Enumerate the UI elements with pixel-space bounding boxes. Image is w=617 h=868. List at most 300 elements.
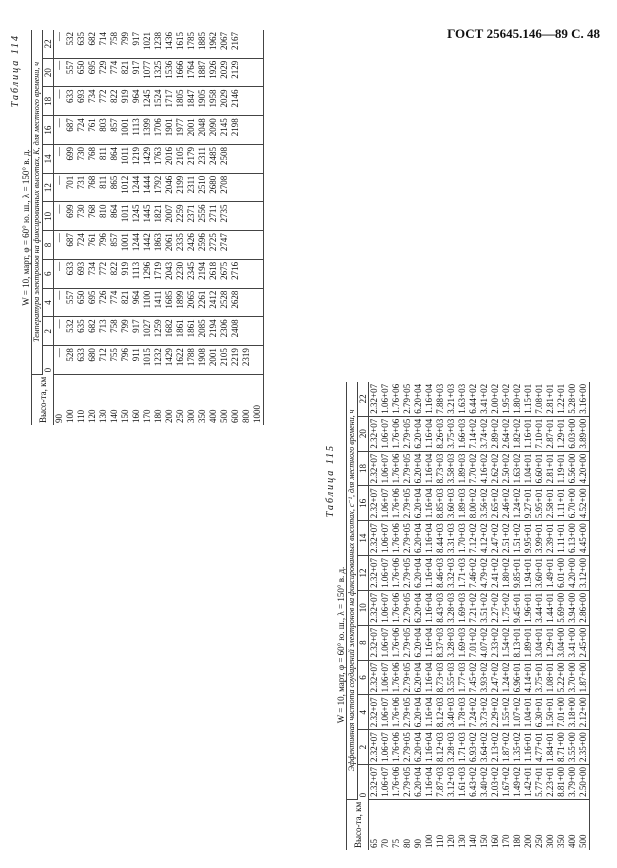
value-cell: 1.22+01	[556, 382, 567, 416]
value-cell: 3.51+02	[479, 590, 490, 625]
height-cell: 160	[490, 834, 500, 848]
value-cell: 964	[131, 288, 142, 317]
value-cell: 3.60+01	[534, 556, 545, 591]
value-cell: 2556	[197, 202, 208, 231]
value-cell: 1.16+04	[424, 451, 435, 486]
value-cell: 822	[109, 87, 120, 116]
value-cell: 2.65+02	[490, 486, 501, 521]
data-table	[31, 30, 264, 425]
value-cell: 4.07+02	[479, 625, 490, 660]
value-cell: 2046	[164, 173, 175, 202]
value-cell: 2.79+05	[402, 486, 413, 521]
value-cell: 2029	[219, 87, 230, 116]
value-cell: 1615	[175, 30, 186, 58]
value-cell: 821	[120, 288, 131, 317]
value-cell: 3.31+03	[446, 521, 457, 556]
table-row	[380, 382, 391, 850]
value-cell: 8.12+03	[435, 730, 446, 765]
value-cell: 2.13+02	[490, 730, 501, 765]
value-cell: 2146	[230, 87, 241, 116]
value-cell: 3.41+00	[567, 625, 578, 660]
value-cell: 2716	[230, 259, 241, 288]
value-cell: 1.82+02	[512, 416, 523, 451]
value-cell: 730	[76, 202, 87, 231]
value-cell: 3.04+01	[534, 625, 545, 660]
height-cell: 90	[413, 839, 423, 848]
value-cell: 3.56+02	[479, 486, 490, 521]
hour-header: 4	[358, 695, 369, 730]
value-cell: 2.39+01	[545, 521, 556, 556]
table-row	[186, 30, 197, 425]
value-cell: 1.71+03	[457, 730, 468, 765]
value-cell: 1.06+07	[380, 625, 391, 660]
value-cell: 8.43+03	[435, 590, 446, 625]
height-cell: 170	[142, 409, 152, 423]
data-table	[346, 382, 590, 850]
hour-header: 8	[43, 231, 54, 260]
value-cell	[252, 317, 264, 346]
height-cell: 110	[435, 834, 445, 848]
value-cell: 821	[120, 58, 131, 87]
value-cell: 1524	[153, 87, 164, 116]
value-cell: 1.11+01	[556, 521, 567, 556]
value-cell: 3.41+02	[479, 382, 490, 416]
value-cell: 1.06+07	[380, 765, 391, 800]
value-cell: 1.76+06	[391, 660, 402, 695]
value-cell: 1887	[197, 58, 208, 87]
value-cell: 1.87+02	[501, 730, 512, 765]
hour-header: 20	[358, 416, 369, 451]
value-cell: 1685	[164, 288, 175, 317]
value-cell	[252, 231, 264, 260]
value-cell	[252, 288, 264, 317]
value-cell: 1.63+02	[512, 451, 523, 486]
value-cell: 724	[76, 116, 87, 145]
value-cell: 1325	[153, 58, 164, 87]
value-cell: 1.49+02	[512, 765, 523, 800]
value-cell: 6.93+02	[468, 730, 479, 765]
value-cell: 2.32+07	[369, 556, 381, 591]
table-row	[230, 30, 241, 425]
value-cell: 635	[76, 317, 87, 346]
value-cell: 687	[65, 116, 76, 145]
value-cell: 1.76+06	[391, 765, 402, 800]
value-cell: 1.76+06	[391, 451, 402, 486]
table-row	[413, 382, 424, 850]
value-cell: 799	[120, 317, 131, 346]
value-cell: 8.46+03	[435, 556, 446, 591]
value-cell	[241, 202, 252, 231]
value-cell: 532	[65, 30, 76, 58]
value-cell: 2.81+01	[545, 382, 556, 416]
value-cell: 1012	[120, 173, 131, 202]
value-cell: 1001	[120, 116, 131, 145]
value-cell: 4.16+02	[479, 451, 490, 486]
value-cell	[252, 346, 264, 375]
value-cell	[241, 259, 252, 288]
height-cell: 100	[424, 834, 434, 848]
value-cell: 758	[109, 30, 120, 58]
value-cell: 7.24+02	[468, 695, 479, 730]
value-cell: 1444	[142, 173, 153, 202]
value-cell	[252, 30, 264, 58]
value-cell: 1.06+07	[380, 486, 391, 521]
value-cell: 6.20+04	[413, 730, 424, 765]
value-cell: —	[54, 58, 66, 87]
value-cell: 1.16+01	[523, 416, 534, 451]
value-cell: 2708	[219, 173, 230, 202]
table-row	[175, 30, 186, 425]
value-cell: 2001	[208, 346, 219, 375]
value-cell: 1.06+07	[380, 730, 391, 765]
value-cell: 1.06+07	[380, 416, 391, 451]
value-cell: 2.33+02	[490, 625, 501, 660]
value-cell: 774	[109, 288, 120, 317]
value-cell: 9.95+01	[523, 521, 534, 556]
value-cell: 1436	[164, 30, 175, 58]
value-cell: 2.32+07	[369, 416, 381, 451]
value-cell: 1429	[164, 346, 175, 375]
value-cell: 726	[98, 288, 109, 317]
height-cell: 350	[197, 409, 207, 423]
value-cell: 1719	[153, 259, 164, 288]
value-cell: 729	[98, 58, 109, 87]
hour-header: 2	[358, 730, 369, 765]
value-cell: 1429	[142, 144, 153, 173]
hour-header: 6	[358, 660, 369, 695]
value-cell: 8.37+03	[435, 625, 446, 660]
value-cell	[241, 87, 252, 116]
value-cell: 650	[76, 288, 87, 317]
value-cell: 2.86+00	[578, 590, 590, 625]
height-cell: 100	[65, 409, 75, 423]
value-cell: 768	[87, 144, 98, 173]
height-cell: 600	[230, 409, 240, 423]
height-cell: 160	[131, 409, 141, 423]
value-cell: 2311	[197, 144, 208, 173]
value-cell: 4.14+01	[523, 660, 534, 695]
value-cell: 1027	[142, 317, 153, 346]
table-row	[402, 382, 413, 850]
value-cell: 919	[120, 87, 131, 116]
value-cell: 1.06+07	[380, 590, 391, 625]
value-cell: 6.44+02	[468, 382, 479, 416]
value-cell	[252, 259, 264, 288]
value-cell: 633	[65, 87, 76, 116]
value-cell: 1.19+01	[556, 451, 567, 486]
value-cell: 7.10+01	[534, 416, 545, 451]
value-cell: 699	[65, 202, 76, 231]
value-cell: 6.13+00	[567, 521, 578, 556]
height-header: Высо-та, км	[347, 799, 369, 850]
value-cell: 2.27+02	[490, 590, 501, 625]
value-cell: 6.20+04	[413, 590, 424, 625]
value-cell: 2.79+05	[402, 730, 413, 765]
height-cell: 180	[512, 834, 522, 848]
value-cell: 3.28+03	[446, 625, 457, 660]
table-row	[545, 382, 556, 850]
value-cell: 772	[98, 87, 109, 116]
value-cell: 1863	[153, 231, 164, 260]
value-cell: 557	[65, 58, 76, 87]
value-cell	[241, 58, 252, 87]
value-cell: 2.50+02	[501, 451, 512, 486]
height-cell: 250	[534, 834, 544, 848]
table-row	[501, 382, 512, 850]
value-cell	[241, 116, 252, 145]
hour-header: 4	[43, 288, 54, 317]
value-cell: 2.79+05	[402, 625, 413, 660]
value-cell: 3.58+03	[446, 451, 457, 486]
value-cell: 2048	[197, 116, 208, 145]
value-cell: 2.47+02	[490, 521, 501, 556]
value-cell: 1219	[131, 144, 142, 173]
value-cell: 7.70+02	[468, 451, 479, 486]
value-cell: 1.16+04	[424, 521, 435, 556]
value-cell: 2.32+07	[369, 660, 381, 695]
value-cell: 1.16+04	[424, 590, 435, 625]
value-cell: 701	[65, 173, 76, 202]
value-cell: 682	[87, 30, 98, 58]
value-cell: 1.63+03	[457, 382, 468, 416]
value-cell: 4.77+01	[534, 730, 545, 765]
value-cell: 1.70+03	[457, 521, 468, 556]
value-cell: 1.16+04	[424, 416, 435, 451]
value-cell: 7.12+02	[468, 521, 479, 556]
value-cell: 2408	[230, 317, 241, 346]
table-row	[512, 382, 523, 850]
value-cell: 811	[98, 173, 109, 202]
value-cell: 1011	[120, 144, 131, 173]
table-row	[556, 382, 567, 850]
value-cell: 810	[98, 202, 109, 231]
value-cell: 1.76+06	[391, 695, 402, 730]
value-cell: 1821	[153, 202, 164, 231]
value-cell: 2.23+01	[545, 765, 556, 800]
value-cell: 4.45+00	[578, 521, 590, 556]
value-cell: 1021	[142, 30, 153, 58]
value-cell: 7.08+01	[534, 382, 545, 416]
value-cell: 864	[109, 202, 120, 231]
value-cell: 1015	[142, 346, 153, 375]
value-cell: 699	[65, 144, 76, 173]
value-cell: 633	[65, 259, 76, 288]
value-cell: 1.76+06	[391, 486, 402, 521]
value-cell: 2.79+05	[402, 765, 413, 800]
height-cell: 500	[219, 409, 229, 423]
value-cell: 2371	[186, 202, 197, 231]
value-cell: 2335	[175, 231, 186, 260]
value-cell: 1.71+03	[457, 556, 468, 591]
value-cell: 1245	[142, 87, 153, 116]
height-cell: 500	[578, 799, 590, 850]
value-cell: 2.79+05	[402, 695, 413, 730]
value-cell: 1445	[142, 202, 153, 231]
value-cell: 1113	[131, 259, 142, 288]
value-cell: 1682	[164, 317, 175, 346]
value-cell: 3.40+03	[446, 695, 457, 730]
value-cell: 917	[131, 317, 142, 346]
table-row	[424, 382, 435, 850]
value-cell: 8.26+03	[435, 416, 446, 451]
value-cell: 7.46+02	[468, 556, 479, 591]
value-cell: 695	[87, 58, 98, 87]
value-cell: 2145	[219, 116, 230, 145]
value-cell: 1.84+01	[545, 730, 556, 765]
value-cell: 1.76+06	[391, 521, 402, 556]
value-cell: 1.77+03	[457, 660, 468, 695]
table-row	[219, 30, 230, 425]
value-cell: 7.21+02	[468, 590, 479, 625]
value-cell: 3.55+03	[446, 660, 457, 695]
table-label: Таблица 115	[325, 444, 336, 518]
value-cell: —	[54, 144, 66, 173]
value-cell: 1.76+06	[391, 625, 402, 660]
value-cell: 6.20+04	[413, 660, 424, 695]
value-cell: —	[54, 116, 66, 145]
value-cell: 1.78+03	[457, 695, 468, 730]
value-cell: 693	[76, 259, 87, 288]
value-cell	[230, 231, 241, 260]
height-cell: 400	[567, 834, 577, 848]
value-cell: 822	[109, 259, 120, 288]
value-cell: 761	[87, 116, 98, 145]
value-cell: 1.04+01	[523, 451, 534, 486]
value-cell: 1.69+03	[457, 625, 468, 660]
table-114-block	[10, 30, 264, 425]
value-cell: 5.77+01	[534, 765, 545, 800]
value-cell: 2508	[219, 144, 230, 173]
value-cell: 2105	[175, 144, 186, 173]
value-cell: 2596	[197, 231, 208, 260]
value-cell: 1.16+04	[424, 625, 435, 660]
value-cell: 1238	[153, 30, 164, 58]
value-cell: 1.24+02	[512, 486, 523, 521]
value-cell: 680	[87, 346, 98, 375]
value-cell: 2261	[197, 288, 208, 317]
value-cell: 1977	[175, 116, 186, 145]
value-cell: 7.01+02	[468, 625, 479, 660]
value-cell: 633	[76, 346, 87, 375]
value-cell	[230, 173, 241, 202]
value-cell: 1.06+07	[380, 451, 391, 486]
value-cell: 799	[120, 30, 131, 58]
value-cell: 803	[98, 116, 109, 145]
value-cell: 772	[98, 259, 109, 288]
value-cell: 3.75+03	[446, 416, 457, 451]
value-cell: 4.52+00	[578, 486, 590, 521]
value-cell: 1.07+02	[512, 695, 523, 730]
value-cell: 1.11+01	[556, 486, 567, 521]
value-cell: 768	[87, 173, 98, 202]
value-cell: 1.76+06	[391, 590, 402, 625]
table-row	[252, 30, 264, 425]
value-cell: 1011	[120, 202, 131, 231]
value-cell: 1.80+02	[512, 382, 523, 416]
value-cell: —	[54, 231, 66, 260]
value-cell: 2001	[186, 116, 197, 145]
value-cell: 731	[76, 173, 87, 202]
value-cell: 1.44+01	[545, 590, 556, 625]
value-cell: 7.87+03	[435, 765, 446, 800]
value-cell: 3.28+03	[446, 730, 457, 765]
value-cell: 1.76+06	[391, 556, 402, 591]
value-cell: 693	[76, 87, 87, 116]
height-cell: 200	[523, 834, 533, 848]
value-cell: 774	[109, 58, 120, 87]
table-row	[479, 382, 490, 850]
value-cell: 1.55+02	[501, 695, 512, 730]
table-row	[76, 30, 87, 425]
value-cell: 2016	[164, 144, 175, 173]
value-cell: 864	[109, 144, 120, 173]
value-cell: 1.94+01	[523, 556, 534, 591]
value-cell: 917	[131, 30, 142, 58]
value-cell: 2528	[219, 288, 230, 317]
value-cell: 2.89+02	[490, 416, 501, 451]
value-cell: 682	[87, 317, 98, 346]
value-cell: 1.76+06	[391, 382, 402, 416]
value-cell: 758	[109, 317, 120, 346]
height-cell: 300	[545, 834, 555, 848]
value-cell: 6.30+01	[534, 695, 545, 730]
value-cell: 3.16+00	[578, 382, 590, 416]
value-cell: 7.14+02	[468, 416, 479, 451]
value-cell: 2.03+02	[490, 765, 501, 800]
value-cell: 1.16+04	[424, 765, 435, 800]
value-cell: 7.01+00	[556, 695, 567, 730]
hour-header: 16	[358, 486, 369, 521]
value-cell: 1901	[164, 116, 175, 145]
value-cell: 2219	[230, 346, 241, 375]
value-cell: 1259	[153, 317, 164, 346]
value-cell: 2.32+07	[369, 765, 381, 800]
value-cell	[230, 202, 241, 231]
hour-header: 12	[43, 173, 54, 202]
value-cell: 8.44+03	[435, 521, 446, 556]
value-cell: 2306	[219, 317, 230, 346]
table-row	[534, 382, 545, 850]
value-cell: 1622	[175, 346, 186, 375]
value-cell: 635	[76, 30, 87, 58]
value-cell: 724	[76, 231, 87, 260]
value-cell: 1788	[186, 346, 197, 375]
value-cell: —	[54, 173, 66, 202]
value-cell: 1763	[153, 144, 164, 173]
value-cell: 3.74+02	[479, 416, 490, 451]
table-115-block	[325, 383, 590, 850]
value-cell: 3.64+02	[479, 730, 490, 765]
table-row	[131, 30, 142, 425]
value-cell: 1.95+02	[501, 382, 512, 416]
value-cell: —	[54, 317, 66, 346]
value-cell: 1442	[142, 231, 153, 260]
value-cell: 1958	[208, 87, 219, 116]
value-cell: 650	[76, 58, 87, 87]
value-cell: 6.43+02	[468, 765, 479, 800]
value-cell: 1113	[131, 116, 142, 145]
value-cell: 2199	[175, 173, 186, 202]
value-cell: 811	[98, 144, 109, 173]
value-cell	[252, 202, 264, 231]
value-cell: —	[54, 259, 66, 288]
value-cell: 1792	[153, 173, 164, 202]
table-row	[523, 382, 534, 850]
value-cell: 2.47+02	[490, 660, 501, 695]
value-cell: 2.12+00	[578, 695, 590, 730]
value-cell: 2.87+01	[545, 416, 556, 451]
value-cell: 2.29+02	[490, 695, 501, 730]
